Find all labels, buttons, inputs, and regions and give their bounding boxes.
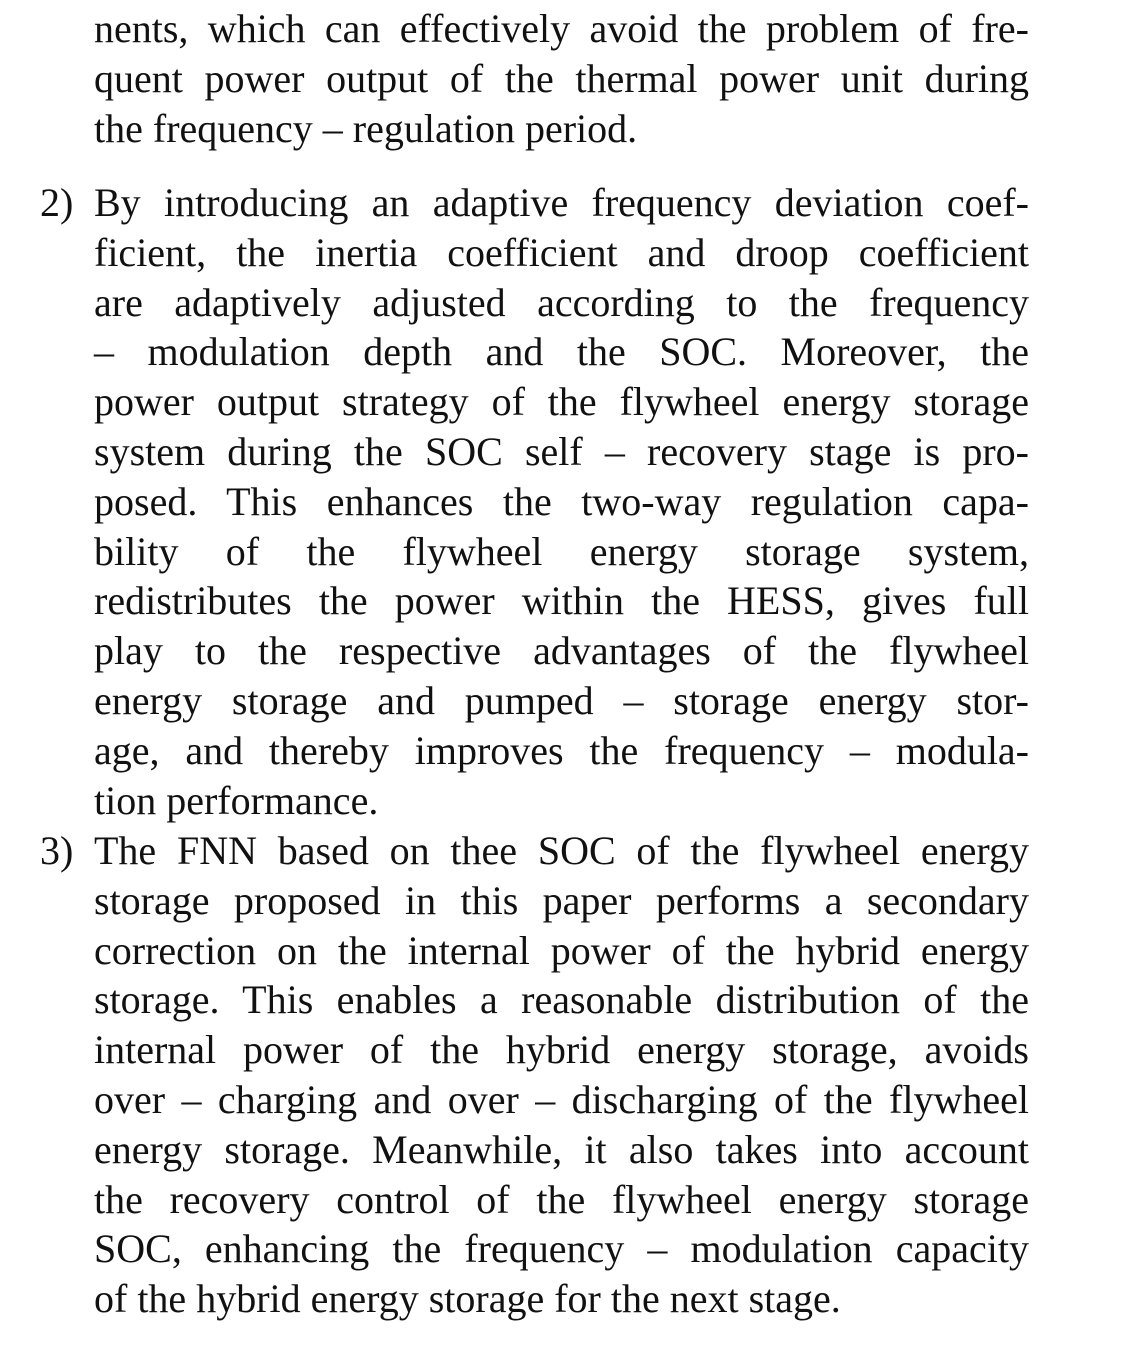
text-line: storage. This enables a reasonable distribution of the <box>94 977 1029 1023</box>
text-line: the frequency – regulation period. <box>94 105 638 151</box>
text-line: play to the respective advantages of the flywheel <box>94 628 1029 674</box>
text-line: The FNN based on thee SOC of the flywheel energy <box>94 828 1029 873</box>
text-line: posed. This enhances the two-way regulation capa- <box>94 478 1029 524</box>
list-item-2 <box>40 178 1029 825</box>
text-line: are adaptively adjusted according to the frequency <box>94 279 1029 325</box>
text-line: ficient, the inertia coefficient and droop coefficient <box>94 229 1029 275</box>
list-item-number: 2) <box>40 180 74 225</box>
list-item-number: 3) <box>40 828 74 873</box>
text-line: system during the SOC self – recovery stage is pro- <box>94 428 1029 474</box>
text-line: energy storage and pumped – storage energy stor- <box>94 677 1029 723</box>
text-line: – modulation depth and the SOC. Moreover, the <box>94 329 1029 375</box>
list-item-continuation <box>94 4 1029 153</box>
text-line: the recovery control of the flywheel energy storage <box>94 1176 1029 1222</box>
text-line: correction on the internal power of the hybrid energy <box>94 927 1029 973</box>
text-line: over – charging and over – discharging of the flywheel <box>94 1076 1029 1122</box>
text-line: SOC, enhancing the frequency – modulation capacity <box>94 1226 1029 1272</box>
text-line: energy storage. Meanwhile, it also takes into account <box>94 1126 1029 1172</box>
text-line: By introducing an adaptive frequency deviation coef- <box>94 180 1029 225</box>
text-line: redistributes the power within the HESS, gives full <box>94 578 1029 624</box>
text-line: internal power of the hybrid energy storage, avoids <box>94 1027 1029 1073</box>
list-item-3 <box>40 826 1029 1324</box>
text-line: tion performance. <box>94 777 379 823</box>
text-line: of the hybrid energy storage for the next stage. <box>94 1276 841 1322</box>
text-line: storage proposed in this paper performs a secondary <box>94 877 1029 923</box>
text-line: power output strategy of the flywheel energy storage <box>94 379 1029 425</box>
text-line: quent power output of the thermal power unit during <box>94 55 1029 101</box>
text-line: age, and thereby improves the frequency – modula- <box>94 727 1029 773</box>
text-line: bility of the flywheel energy storage system, <box>94 528 1029 574</box>
text-line: nents, which can effectively avoid the problem of fre- <box>94 6 1029 51</box>
